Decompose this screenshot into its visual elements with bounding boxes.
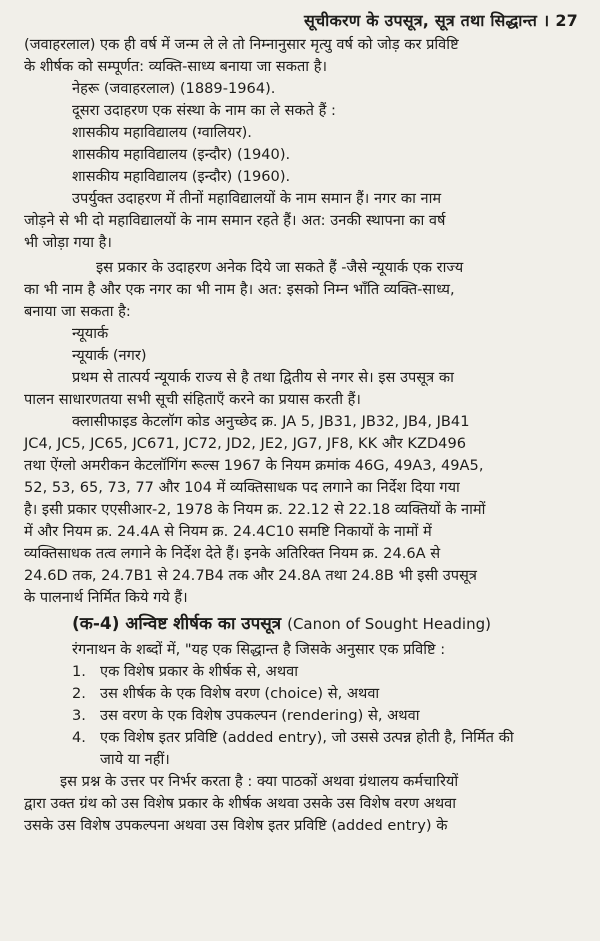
list-item [24,727,578,771]
text-line: व्यक्तिसाधक तत्व लगाने के निर्देश देते हैं। इनके अतिरिक्त नियम क्र. 24.6A से [24,545,441,562]
text-line: जोड़ने से भी दो महाविद्यालयों के नाम समान रहते हैं। अत: उनकी स्थापना का वर्ष [24,212,446,229]
text-line: (जवाहरलाल) एक ही वर्ष में जन्म ले ले तो निम्नानुसार मृत्यु वर्ष को जोड़ कर प्रविष्टि [24,36,459,53]
text-line: क्लासीफाइड केटलॉग कोड अनुच्छेद क्र. JA 5, JB31, JB32, JB4, JB41 [72,413,470,430]
paragraph-6 [24,771,578,837]
header-title: सूचीकरण के उपसूत्र, सूत्र तथा सिद्धान्त [303,11,538,30]
newyork-examples [24,323,578,367]
text-line: प्रथम से तात्पर्य न्यूयार्क राज्य से है तथा द्वितीय से नगर से। इस उपसूत्र का [72,369,454,386]
list-text: एक विशेष इतर प्रविष्टि (added entry), जो उससे उत्पन्न होती है, निर्मित की जाये या नहीं। [100,729,514,768]
text-line: द्वारा उक्त ग्रंथ को उस विशेष प्रकार के शीर्षक अथवा उसके उस विशेष वरण अथवा [24,795,457,812]
text-line: 52, 53, 65, 73, 77 और 104 में व्यक्तिसाधक पद लगाने का निर्देश दिया गया [24,479,460,496]
list-item [24,683,578,705]
list-text: उस वरण के एक विशेष उपकल्पन (rendering) से, अथवा [100,707,420,724]
text-line: भी जोड़ा गया है। [24,234,112,251]
institution-example: शासकीय महाविद्यालय (इन्दौर) (1940). [72,146,291,163]
paragraph-3 [24,257,578,323]
list-item [24,705,578,727]
newyork-example: न्यूयार्क [72,325,109,342]
list-number: 1. [72,663,86,680]
page-number: 27 [555,11,578,30]
text-line: का भी नाम है और एक नगर का भी नाम है। अत: इसको निम्न भाँति व्यक्ति-साध्य, [24,281,455,298]
header-separator: । [543,11,550,30]
text-line: 24.6D तक, 24.7B1 से 24.7B4 तक और 24.8A तथा 24.8B भी इसी उपसूत्र [24,567,477,584]
section-heading [24,611,578,637]
list-number: 3. [72,707,86,724]
section-english-title: (Canon of Sought Heading) [287,615,491,633]
text-line: के पालनार्थ निर्मित किये गये हैं। [24,589,188,606]
text-line: तथा ऐंग्लो अमरीकन केटलॉगिंग रूल्स 1967 के नियम क्रमांक 46G, 49A3, 49A5, [24,457,484,474]
list-number: 2. [72,685,86,702]
quote-intro: रंगनाथन के शब्दों में, "यह एक सिद्धान्त है जिसके अनुसार एक प्रविष्टि : [72,641,446,658]
newyork-example: न्यूयार्क (नगर) [72,347,147,364]
institution-example: शासकीय महाविद्यालय (ग्वालियर). [72,124,252,141]
paragraph-1 [24,34,578,78]
text-line: के शीर्षक को सम्पूर्णत: व्यक्ति-साध्य बनाया जा सकता है। [24,58,328,75]
list-number: 4. [72,729,86,746]
text-line: है। इसी प्रकार एएसीआर-2, 1978 के नियम क्र. 22.12 से 22.18 व्यक्तियों के नामों [24,501,486,518]
criteria-list [24,661,578,771]
text-line: उपर्युक्त उदाहरण में तीनों महाविद्यालयों के नाम समान हैं। नगर का नाम [72,190,442,207]
text-line: उसके उस विशेष उपकल्पना अथवा उस विशेष इतर प्रविष्टि (added entry) के [24,817,448,834]
text-line: इस प्रकार के उदाहरण अनेक दिये जा सकते हैं -जैसे न्यूयार्क एक राज्य [96,259,464,276]
institution-examples [24,122,578,188]
paragraph-4 [24,367,578,411]
paragraph-2 [24,188,578,254]
text-line: पालन साधारणतया सभी सूची संहिताएँ करने का प्रयास करती हैं। [24,391,361,408]
running-header [24,8,578,34]
text-line: में और नियम क्र. 24.4A से नियम क्र. 24.4C10 समष्टि निकायों के नामों में [24,523,432,540]
intro-institution: दूसरा उदाहरण एक संस्था के नाम का ले सकते हैं : [72,102,336,119]
text-line: बनाया जा सकता है: [24,303,131,320]
text-line: JC4, JC5, JC65, JC671, JC72, JD2, JE2, JG7, JF8, KK और KZD496 [24,435,467,452]
text-line: इस प्रश्न के उत्तर पर निर्भर करता है : क्या पाठकों अथवा ग्रंथालय कर्मचारियों [60,773,459,790]
example-nehru: नेहरू (जवाहरलाल) (1889-1964). [72,80,276,97]
paragraph-5 [24,411,578,609]
institution-example: शासकीय महाविद्यालय (इन्दौर) (1960). [72,168,291,185]
section-label: (क-4) अन्विष्ट शीर्षक का उपसूत्र [72,614,282,634]
list-item [24,661,578,683]
list-text: उस शीर्षक के एक विशेष वरण (choice) से, अथवा [100,685,380,702]
list-text: एक विशेष प्रकार के शीर्षक से, अथवा [100,663,299,680]
